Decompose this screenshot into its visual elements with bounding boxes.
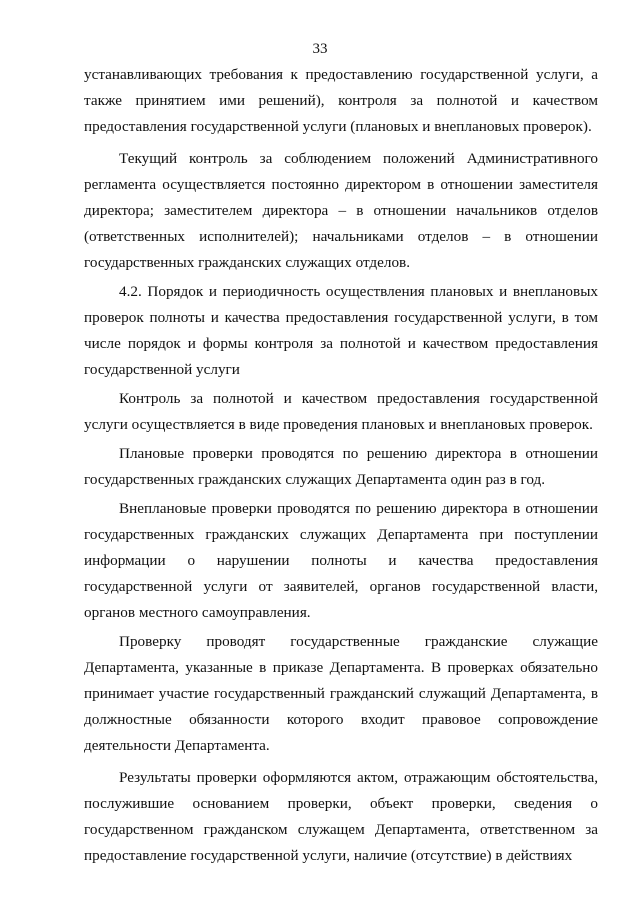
page-number: 33 xyxy=(312,41,328,57)
paragraph-unplanned-checks: Внеплановые проверки проводятся по решению директора в отношении государственных гражданских служащих Департамента при поступлении информации о нарушении полноты и качества предоставления государственной услуги от заявителей, органов государственной власти, органов местного самоуправления. xyxy=(84,500,598,621)
document-body xyxy=(84,62,598,869)
paragraph-continuation: устанавливающих требования к предоставлению государственной услуги, а также принятием ими решений), контроля за полнотой и качеством предоставления государственной услуги (плановых и внеплановых проверок). xyxy=(84,66,598,135)
section-heading-4-2: 4.2. Порядок и периодичность осуществления плановых и внеплановых проверок полноты и качества предоставления государственной услуги, в том числе порядок и формы контроля за полнотой и качеством предоставления государственной услуги xyxy=(84,283,598,378)
paragraph-check-participants: Проверку проводят государственные гражданские служащие Департамента, указанные в приказе Департамента. В проверках обязательно принимает участие государственный гражданский служащий Департамента, в должностные обязанности которого входит правовое сопровождение деятельности Департамента. xyxy=(84,633,598,754)
paragraph-check-results: Результаты проверки оформляются актом, отражающим обстоятельства, послужившие основанием проверки, объект проверки, сведения о государственном гражданском служащем Департамента, ответственном за предоставление государственной услуги, наличие (отсутствие) в действиях xyxy=(84,769,598,864)
paragraph-current-control: Текущий контроль за соблюдением положений Административного регламента осуществляется постоянно директором в отношении заместителя директора; заместителем директора – в отношении начальников отделов (ответственных исполнителей); начальниками отделов – в отношении государственных гражданских служащих отделов. xyxy=(84,150,598,271)
paragraph-control-form: Контроль за полнотой и качеством предоставления государственной услуги осуществляется в виде проведения плановых и внеплановых проверок. xyxy=(84,390,598,433)
paragraph-planned-checks: Плановые проверки проводятся по решению директора в отношении государственных гражданских служащих Департамента один раз в год. xyxy=(84,445,598,488)
